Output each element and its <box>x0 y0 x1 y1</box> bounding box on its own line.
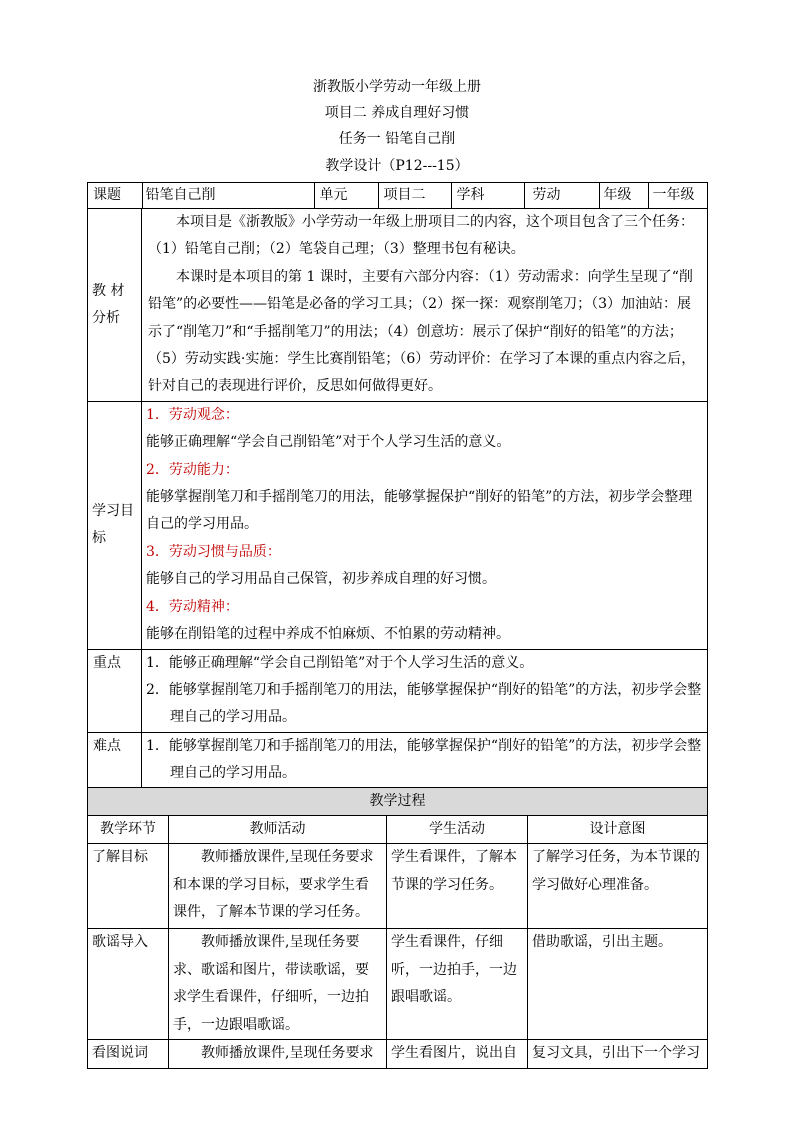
analysis-content <box>142 209 708 402</box>
objective-text: 能够在削铅笔的过程中养成不怕麻烦、不怕累的劳动精神。 <box>146 626 510 643</box>
objective-text: 能够自己的学习用品自己保管，初步养成自理的好习惯。 <box>146 571 496 588</box>
teacher-activity-cell: 教师播放课件,呈现任务要求、歌谣和图片，带读歌谣，要求学生看课件，仔细听，一边拍手，一边跟唱歌谣。 <box>169 929 387 1040</box>
column-header-intent: 设计意图 <box>528 816 708 844</box>
header-course: 浙教版小学劳动一年级上册 <box>313 79 481 95</box>
student-activity-cell: 学生看课件，了解本节课的学习任务。 <box>387 844 528 929</box>
objective-heading: 2．劳动能力： <box>146 461 239 478</box>
info-row <box>88 183 708 209</box>
difficult-point-item: 1．能够掌握削笔刀和手摇削笔刀的用法，能够掌握保护“削好的铅笔”的方法，初步学会整理自己的学习用品。 <box>146 737 702 782</box>
topic-label: 课题 <box>88 183 142 208</box>
objectives-content <box>142 401 708 649</box>
key-points-label: 重点 <box>88 649 142 732</box>
subject-label: 学科 <box>451 183 524 208</box>
grade-label: 年级 <box>599 183 648 208</box>
header-design-pages: 教学设计（P12---15） <box>325 158 469 174</box>
stage-cell: 看图说词 <box>88 1040 169 1069</box>
unit-value: 项目二 <box>378 183 451 208</box>
design-intent-cell: 复习文具，引出下一个学习 <box>528 1040 708 1069</box>
key-point-item: 2．能够掌握削笔刀和手摇削笔刀的用法，能够掌握保护“削好的铅笔”的方法，初步学会整理自己的学习用品。 <box>146 681 702 726</box>
objective-text: 能够正确理解“学会自己削铅笔”对于个人学习生活的意义。 <box>146 434 511 451</box>
table-row <box>88 929 708 1040</box>
objective-heading: 1．劳动观念： <box>146 406 239 423</box>
analysis-label: 教 材分析 <box>88 209 142 402</box>
table-row <box>88 1040 708 1069</box>
process-column-headers <box>88 816 708 844</box>
column-header-teacher: 教师活动 <box>169 816 387 844</box>
process-title: 教学过程 <box>88 788 708 816</box>
stage-cell: 了解目标 <box>88 844 169 929</box>
objectives-row <box>88 401 708 649</box>
objective-heading: 3．劳动习惯与品质： <box>146 543 281 560</box>
analysis-row <box>88 209 708 402</box>
student-activity-cell: 学生看图片，说出自 <box>387 1040 528 1069</box>
table-row <box>88 844 708 929</box>
key-points-row <box>88 649 708 732</box>
topic-value: 铅笔自己削 <box>142 183 314 208</box>
process-table <box>87 787 708 1069</box>
design-intent-cell: 了解学习任务，为本节课的学习做好心理准备。 <box>528 844 708 929</box>
stage-cell: 歌谣导入 <box>88 929 169 1040</box>
header-task: 任务一 铅笔自己削 <box>338 131 456 147</box>
difficult-points-content <box>142 732 708 789</box>
student-activity-cell: 学生看课件，仔细听，一边拍手，一边跟唱歌谣。 <box>387 929 528 1040</box>
difficult-points-row <box>88 732 708 789</box>
design-intent-cell: 借助歌谣，引出主题。 <box>528 929 708 1040</box>
objectives-label: 学习目标 <box>88 401 142 649</box>
objective-text: 能够掌握削笔刀和手摇削笔刀的用法，能够掌握保护“削好的铅笔”的方法，初步学会整理自己的学习用品。 <box>146 489 693 533</box>
analysis-paragraph: 本课时是本项目的第 1 课时，主要有六部分内容：（1）劳动需求：向学生呈现了“削铅笔”的必要性——铅笔是必备的学习工具；（2）探一探：观察削笔刀；（3）加油站：展示了“削笔刀”和“手摇削笔刀”的用法；（4）创意坊：展示了保护“削好的铅笔”的方法；（5）劳动实践·实施：学生比赛削铅笔；（6）劳动评价：在学习了本课的重点内容之后，针对自己的表现进行评价，反思如何做得更好。 <box>148 268 696 395</box>
overview-table <box>87 182 708 790</box>
teacher-activity-cell: 教师播放课件,呈现任务要求和本课的学习目标，要求学生看课件，了解本节课的学习任务。 <box>169 844 387 929</box>
difficult-points-label: 难点 <box>88 732 142 789</box>
analysis-paragraph: 本项目是《浙教版》小学劳动一年级上册项目二的内容，这个项目包含了三个任务：（1）铅笔自己削；（2）笔袋自己理；（3）整理书包有秘诀。 <box>148 214 694 258</box>
key-point-item: 1．能够正确理解“学会自己削铅笔”对于个人学习生活的意义。 <box>146 654 534 671</box>
unit-label: 单元 <box>314 183 378 208</box>
info-grid <box>88 183 708 208</box>
objective-heading: 4．劳动精神： <box>146 598 239 615</box>
column-header-stage: 教学环节 <box>88 816 169 844</box>
header-project: 项目二 养成自理好习惯 <box>324 105 470 121</box>
subject-value: 劳动 <box>524 183 599 208</box>
teacher-activity-cell: 教师播放课件,呈现任务要求 <box>169 1040 387 1069</box>
key-points-content <box>142 649 708 732</box>
grade-value: 一年级 <box>648 183 708 208</box>
column-header-student: 学生活动 <box>387 816 528 844</box>
